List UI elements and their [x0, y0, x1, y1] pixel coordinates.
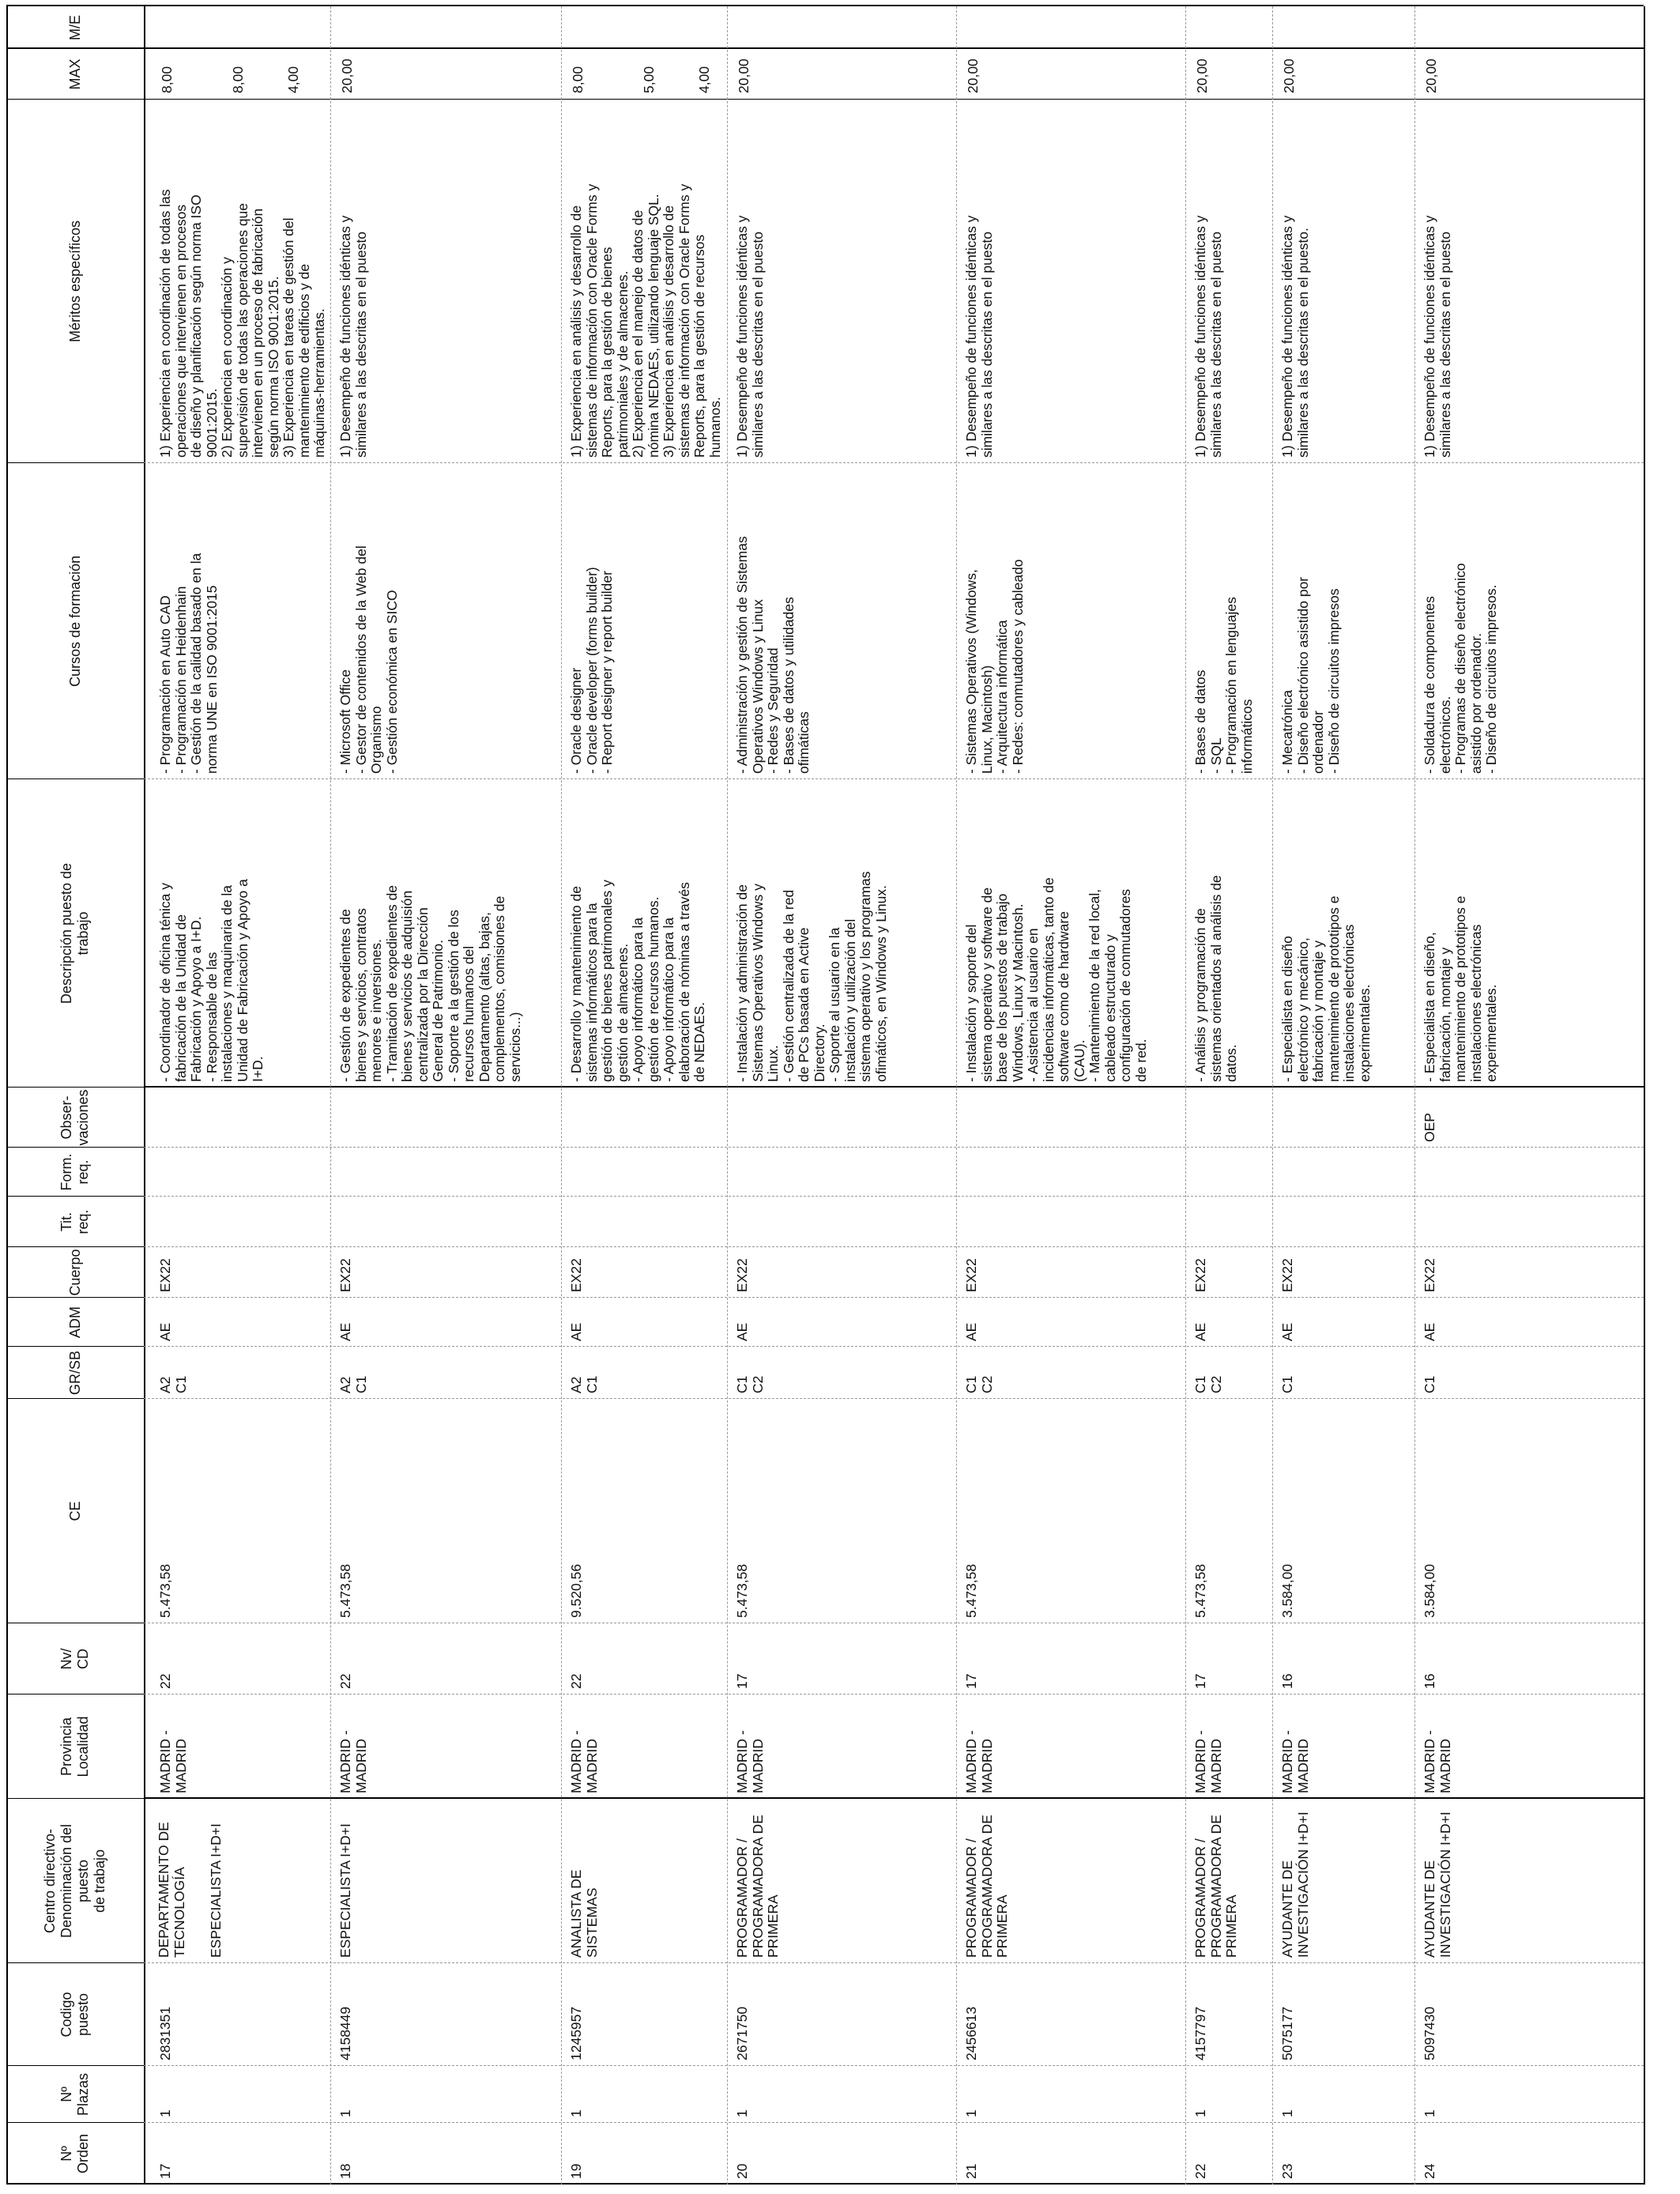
row-22-cursos: - Bases de datos - SQL - Programación en lenguajes informáticos [1192, 597, 1255, 774]
row-24-orden: 24 [1422, 2163, 1437, 2179]
header-centro: Centro directivo- Denominación del puesto de trabajo [42, 1823, 107, 1939]
grid-line [6, 778, 144, 779]
row-24-grupo: C1 [1422, 1375, 1437, 1393]
header-adm: ADM [66, 1306, 83, 1338]
row-18-centro: ESPECIALISTA I+D+I [337, 1823, 353, 1958]
row-21-max-1: 20,00 [965, 58, 981, 93]
grid-line [6, 99, 1644, 100]
row-22-plazas: 1 [1192, 2109, 1208, 2117]
row-24-cuerpo: EX22 [1422, 1258, 1437, 1292]
grid-dash [1185, 6, 1186, 2185]
row-19-nivel: 22 [568, 1673, 584, 1689]
row-20-orden: 20 [734, 2163, 750, 2179]
row-19-max-3: 4,00 [696, 66, 712, 93]
row-17-adm: AE [157, 1322, 173, 1341]
grid-dash [144, 2065, 1644, 2066]
row-24-max-1: 20,00 [1423, 58, 1439, 93]
row-22-obs [1185, 1088, 1272, 1148]
row-19-cursos: - Oracle designer - Oracle developer (forms builder) - Report designer y report builder [568, 567, 615, 774]
row-18-plazas: 1 [337, 2109, 353, 2117]
row-22-adm: AE [1192, 1322, 1208, 1341]
row-19-descripcion: - Desarrollo y mantenimiento de sistemas informáticos para la gestión de bienes patrimonales y gestión de almacenes. - Apoyo informático para la gestión de recursos humanos. - Apoyo informático para la elaboración de nóminas a través de NEDAES. [568, 880, 707, 1082]
grid-dash [1272, 6, 1273, 2185]
row-22-cuerpo: EX22 [1192, 1258, 1208, 1292]
row-18-grupo: A2 C1 [337, 1375, 369, 1393]
row-23-descripcion: - Especialista en diseño electrónico y mecánico, fabricación y montaje y mantenimiento de prototipos e instalaciones electrónicas experimentales. [1279, 895, 1373, 1082]
row-24-provincia: MADRID - MADRID [1422, 1730, 1453, 1793]
row-17-max-2: 8,00 [230, 66, 246, 93]
row-22-centro: PROGRAMADOR / PROGRAMADORA DE PRIMERA [1192, 1815, 1239, 1958]
row-23-max-1: 20,00 [1281, 58, 1297, 93]
row-21-codigo: 2456613 [963, 2006, 979, 2060]
grid-dash [727, 6, 728, 2185]
grid-line [6, 6, 8, 2185]
row-17-provincia: MADRID - MADRID [157, 1730, 189, 1793]
row-23-meritos: 1) Desempeño de funciones idénticas y similares a las descritas en el puesto. [1279, 215, 1311, 458]
row-20-max-1: 20,00 [736, 58, 751, 93]
row-19-grupo: A2 C1 [568, 1375, 600, 1393]
row-21-meritos: 1) Desempeño de funciones idénticas y similares a las descritas en el puesto [963, 215, 995, 458]
grid-line [144, 1797, 1644, 1799]
grid-line [6, 1798, 144, 1799]
row-19-adm: AE [568, 1322, 584, 1341]
row-18-descripcion: - Gestión de expedientes de bienes y servicios, contratos menores e inversiones. - Tramitación de expedientes de bienes y servicios de adquisión centralizada por la Dirección General de Patrimonio. - Soporte a la gestión de los recursos humanos del Departamento (altas, bajas, complementos, comisiones de servicios...) [337, 884, 523, 1082]
row-19-max-2: 5,00 [641, 66, 657, 93]
row-22-orden: 22 [1192, 2163, 1208, 2179]
grid-dash [144, 778, 1644, 779]
row-20-adm: AE [734, 1322, 750, 1341]
row-18-cuerpo: EX22 [337, 1258, 353, 1292]
grid-line [6, 47, 1644, 49]
header-ce: CE [66, 1501, 83, 1521]
row-21-plazas: 1 [963, 2109, 979, 2117]
row-19-cuerpo: EX22 [568, 1258, 584, 1292]
row-21-ce: 5.473,58 [963, 1563, 979, 1618]
row-20-meritos: 1) Desempeño de funciones idénticas y similares a las descritas en el puesto [734, 215, 766, 458]
row-23-grupo: C1 [1279, 1375, 1295, 1393]
row-20-grupo: C1 C2 [734, 1375, 766, 1393]
row-22-ce: 5.473,58 [1192, 1563, 1208, 1618]
grid-line [6, 1297, 144, 1298]
grid-dash [144, 1694, 1644, 1695]
row-19-ce: 9.520,56 [568, 1563, 584, 1618]
grid-dash [144, 1297, 1644, 1298]
row-24-nivel: 16 [1422, 1673, 1437, 1689]
row-24-codigo: 5097430 [1422, 2006, 1437, 2060]
row-17-meritos: 1) Experiencia en coordinación de todas las operaciones que intervienen en procesos de diseño y planificación según norma ISO 9001:2015. 2) Experiencia en coordinación y supervisión de todas las operaciones que intervienen en un proceso de fabricación según norma ISO 9001:2015. 3) Experiencia en tareas de gestión del mantenimiento de edificios y de máquinas-herramientas. [157, 189, 327, 458]
row-19-max-1: 8,00 [570, 66, 586, 93]
grid-dash [561, 6, 562, 2185]
row-21-grupo: C1 C2 [963, 1375, 995, 1393]
row-20-nivel: 17 [734, 1673, 750, 1689]
header-meritos: Méritos específicos [66, 220, 83, 343]
grid-line [144, 6, 145, 100]
row-23-cuerpo: EX22 [1279, 1258, 1295, 1292]
row-18-adm: AE [337, 1322, 353, 1341]
row-20-codigo: 2671750 [734, 2006, 750, 2060]
row-19-obs [561, 1088, 727, 1148]
row-23-centro: AYUDANTE DE INVESTIGACIÓN I+D+I [1279, 1811, 1311, 1958]
grid-line [6, 1087, 144, 1088]
header-tit: Tit. req. [58, 1209, 91, 1235]
row-23-nivel: 16 [1279, 1673, 1295, 1689]
row-20-obs [727, 1088, 956, 1148]
grid-line [6, 2183, 1644, 2185]
row-17-plazas: 1 [157, 2109, 173, 2117]
row-24-ce: 3.584,00 [1422, 1563, 1437, 1618]
row-21-centro: PROGRAMADOR / PROGRAMADORA DE PRIMERA [963, 1815, 1010, 1958]
row-22-grupo: C1 C2 [1192, 1375, 1224, 1393]
row-18-nivel: 22 [337, 1673, 353, 1689]
grid-dash [144, 1962, 1644, 1963]
row-21-obs [956, 1088, 1185, 1148]
row-17-orden: 17 [157, 2163, 173, 2179]
row-23-adm: AE [1279, 1322, 1295, 1341]
header-form: Form. req. [58, 1153, 91, 1191]
row-19-centro: ANALISTA DE SISTEMAS [568, 1869, 600, 1958]
grid-line [144, 6, 145, 2185]
row-18-ce: 5.473,58 [337, 1563, 353, 1618]
row-20-ce: 5.473,58 [734, 1563, 750, 1618]
row-22-nivel: 17 [1192, 1673, 1208, 1689]
header-descripcion: Descripción puesto de trabajo [58, 862, 91, 1005]
header-nivel: Nv/ CD [58, 1648, 91, 1670]
grid-dash [144, 2122, 1644, 2123]
row-17-cursos: - Programación en Auto CAD - Programación en Heidenhain - Gestión de la calidad basado en la norma UNE en ISO 9001:2015 [157, 552, 220, 774]
grid-dash [1414, 6, 1415, 2185]
row-24-cursos: - Soldadura de componentes electrónicos. - Programas de diseño electrónico asistido por ordenador. - Diseño de circuitos impresos. [1422, 563, 1499, 774]
grid-dash [144, 1398, 1644, 1399]
grid-line [6, 462, 144, 463]
row-20-centro: PROGRAMADOR / PROGRAMADORA DE PRIMERA [734, 1815, 781, 1958]
row-20-cuerpo: EX22 [734, 1258, 750, 1292]
row-24-obs: OEP [1422, 1113, 1437, 1142]
header-max: MAX [66, 58, 83, 90]
row-24-centro: AYUDANTE DE INVESTIGACIÓN I+D+I [1422, 1811, 1453, 1958]
header-cuerpo: Cuerpo [66, 1249, 83, 1296]
grid-dash [144, 462, 1644, 463]
row-19-meritos: 1) Experiencia en análisis y desarrollo de sistemas de información con Oracle Forms y Reports, para la gestión de bienes patrimoniales y de almacenes. 2) Experiencia en el manejo de datos de nómina NEDAES, utilizando lenguaje SQL. 3) Experiencia en análisis y desarrollo de sistemas de información con Oracle Forms y Reports, para la gestión de recursos humanos. [568, 183, 723, 458]
row-17-descripcion: - Coordinador de oficina ténica y fabricación de la Unidad de Fabricación y Apoyo a I+D. - Responsable de las instalaciones y maquinaria de la Unidad de Fabricación y Apoyo a I+D. [157, 879, 266, 1082]
row-17-centro: ESPECIALISTA I+D+I [208, 1823, 224, 1958]
row-17-obs [150, 1088, 330, 1148]
row-23-plazas: 1 [1279, 2109, 1295, 2117]
row-18-cursos: - Microsoft Office - Gestor de contenidos de la Web del Organismo - Gestión económica en SICO [337, 545, 400, 774]
row-23-obs [1272, 1088, 1414, 1148]
grid-dash [330, 6, 331, 2185]
row-18-codigo: 4158449 [337, 2006, 353, 2060]
grid-dash [144, 1346, 1644, 1347]
grid-line [6, 1346, 144, 1347]
header-provincia: Provincia Localidad [58, 1716, 91, 1777]
row-20-cursos: - Administración y gestión de Sistemas Operativos Windows y Linux - Redes y Seguridad - Bases de datos y utilidades ofimáticas [734, 536, 812, 774]
row-17-max-1: 8,00 [159, 66, 175, 93]
row-18-orden: 18 [337, 2163, 353, 2179]
header-codigo: Codigo puesto [58, 1992, 91, 2038]
grid-line [144, 1086, 1644, 1088]
row-19-orden: 19 [568, 2163, 584, 2179]
row-20-provincia: MADRID - MADRID [734, 1730, 766, 1793]
row-18-meritos: 1) Desempeño de funciones idénticas y similares a las descritas en el puesto [337, 215, 369, 458]
grid-line [6, 1196, 144, 1197]
row-24-descripcion: - Especialista en diseño, fabricación, montaje y mantenimiento de prototipos e instalaciones electrónicas experimentales. [1422, 895, 1499, 1082]
row-23-orden: 23 [1279, 2163, 1295, 2179]
row-24-adm: AE [1422, 1322, 1437, 1341]
grid-line [6, 1962, 144, 1963]
row-17-max-3: 4,00 [285, 66, 301, 93]
row-21-nivel: 17 [963, 1673, 979, 1689]
row-24-meritos: 1) Desempeño de funciones idénticas y similares a las descritas en el puesto [1422, 215, 1453, 458]
grid-line [6, 2065, 144, 2066]
row-20-descripcion: - Instalación y administración de Sistemas Operativos Windows y Linux. - Gestión centralizada de la red de PCs basada en Active Directory. - Soporte al usuario en la instalación y utilización del sistema operativo y los programas ofimáticos, en Windows y Linux. [734, 871, 889, 1082]
grid-line [6, 2122, 144, 2123]
row-21-descripcion: - Instalación y soporte del sistema operativo y software de base de los puestos de trabajo Windows, Linux y Macintosh. - Asistencia al usuario en incidencias informáticas, tanto de software como de hardware (CAU). - Mantenimiento de la red local, cableado estructurado y configuración de conmutadores de red. [963, 877, 1149, 1082]
row-17-nivel: 22 [157, 1673, 173, 1689]
row-19-plazas: 1 [568, 2109, 584, 2117]
row-21-adm: AE [963, 1322, 979, 1341]
department-label: DEPARTAMENTO DE TECNOLOGÍA [156, 1822, 187, 1958]
row-24-plazas: 1 [1422, 2109, 1437, 2117]
row-21-cuerpo: EX22 [963, 1258, 979, 1292]
row-21-orden: 21 [963, 2163, 979, 2179]
row-22-codigo: 4157797 [1192, 2006, 1208, 2060]
grid-dash [144, 1246, 1644, 1247]
header-cursos: Cursos de formación [66, 555, 83, 688]
row-21-provincia: MADRID - MADRID [963, 1730, 995, 1793]
grid-line [6, 1246, 144, 1247]
header-grupo: GR/SB [66, 1350, 83, 1395]
header-me: M/E [66, 15, 83, 41]
row-22-max-1: 20,00 [1194, 58, 1210, 93]
row-18-obs [330, 1088, 561, 1148]
row-19-codigo: 1245957 [568, 2006, 584, 2060]
row-19-provincia: MADRID - MADRID [568, 1730, 600, 1793]
row-23-provincia: MADRID - MADRID [1279, 1730, 1311, 1793]
grid-line [6, 1398, 144, 1399]
row-22-descripcion: - Análisis y programación de sistemas orientados al análisis de datos. [1192, 875, 1239, 1082]
row-18-max-1: 20,00 [339, 58, 355, 93]
row-17-grupo: A2 C1 [157, 1375, 189, 1393]
row-17-cuerpo: EX22 [157, 1258, 173, 1292]
row-23-codigo: 5075177 [1279, 2006, 1295, 2060]
grid-line [6, 1694, 144, 1695]
row-17-codigo: 2831351 [157, 2006, 173, 2060]
grid-dash [144, 1196, 1644, 1197]
row-23-cursos: - Mecatrónica - Diseño electrónico asistido por ordenador - Diseño de circuitos impresos [1279, 576, 1342, 774]
row-22-provincia: MADRID - MADRID [1192, 1730, 1224, 1793]
grid-line [1644, 6, 1645, 2185]
row-20-plazas: 1 [734, 2109, 750, 2117]
grid-line [6, 1147, 144, 1148]
header-plazas: Nº Plazas [58, 2072, 91, 2117]
header-orden: Nº Orden [58, 2133, 91, 2174]
row-18-provincia: MADRID - MADRID [337, 1730, 369, 1793]
row-21-cursos: - Sistemas Operativos (Windows, Linux, Macintosh) - Arquitectura informática - Redes: conmutadores y cableado [963, 559, 1026, 774]
row-22-meritos: 1) Desempeño de funciones idénticas y similares a las descritas en el puesto [1192, 215, 1224, 458]
header-obs: Obser- vaciones [58, 1089, 91, 1146]
row-23-ce: 3.584,00 [1279, 1563, 1295, 1618]
grid-line [6, 5, 1644, 6]
grid-dash [144, 1147, 1644, 1148]
row-17-ce: 5.473,58 [157, 1563, 173, 1618]
grid-dash [956, 6, 957, 2185]
